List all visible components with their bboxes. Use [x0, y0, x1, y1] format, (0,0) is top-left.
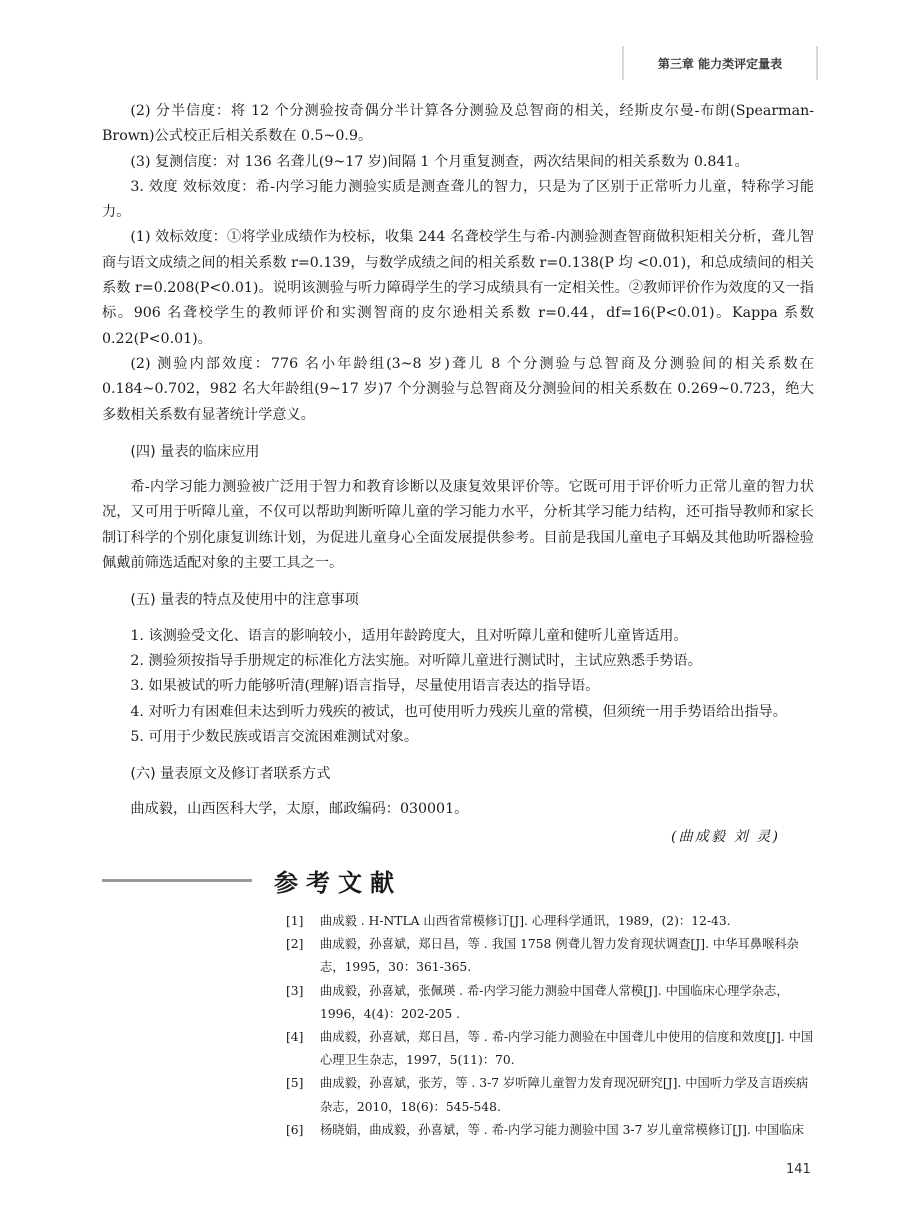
references-list	[286, 910, 816, 1142]
section-heading-contact: (六) 量表原文及修订者联系方式	[130, 766, 331, 783]
list-item: 1. 该测验受文化、语言的影响较小，适用年龄跨度大，且对听障儿童和健听儿童皆适用。	[130, 627, 688, 644]
paragraph-clinical-application: 希-内学习能力测验被广泛用于智力和教育诊断以及康复效果评价等。它既可用于评价听力正常儿童的智力状况，又可用于听障儿童，不仅可以帮助判断听障儿童的学习能力水平，分析其学习能力结构，还可指导教师和家长制订科学的个别化康复训练计划，为促进儿童身心全面发展提供参考。目前是我国儿童电子耳蜗及其他助听器检验佩戴前筛选适配对象的主要工具之一。	[102, 479, 814, 572]
list-item: 5. 可用于少数民族或语言交流困难测试对象。	[130, 728, 419, 745]
references-title: 参考文献	[274, 867, 402, 897]
list-item: 4. 对听力有困难但未达到听力残疾的被试，也可使用听力残疾儿童的常模，但须统一用手势语给出指导。	[130, 703, 787, 720]
list-item: 2. 测验须按指导手册规定的标准化方法实施。对听障儿童进行测试时，主试应熟悉手势语。	[130, 652, 702, 669]
reference-text: 曲成毅，孙喜斌，郑日昌，等 . 我国 1758 例聋儿智力发育现状调查[J]. 中华耳鼻喉科杂志，1995，30：361-365.	[320, 937, 799, 975]
body-text	[102, 99, 814, 850]
paragraph-contact: 曲成毅，山西医科大学，太原，邮政编码：030001。	[130, 801, 469, 818]
reference-number: [4]	[286, 1030, 304, 1045]
reference-text: 曲成毅 . H-NTLA 山西省常模修订[J]. 心理科学通讯，1989，(2)：12-43.	[320, 914, 731, 928]
references-header	[102, 860, 814, 900]
reference-number: [6]	[286, 1122, 304, 1137]
paragraph-test-retest-reliability: (3) 复测信度：对 136 名聋儿(9~17 岁)间隔 1 个月重复测查，两次结果间的相关系数为 0.841。	[130, 153, 749, 170]
reference-number: [1]	[286, 914, 304, 928]
reference-number: [3]	[286, 983, 304, 998]
section-heading-clinical-application: (四) 量表的临床应用	[130, 443, 260, 460]
reference-item	[286, 933, 816, 979]
reference-number: [2]	[286, 937, 304, 952]
reference-text: 曲成毅，孙喜斌，张佩瑛 . 希-内学习能力测验中国聋人常模[J]. 中国临床心理学杂志，1996，4(4)：202-205 .	[320, 983, 789, 1021]
reference-item	[286, 910, 816, 933]
page-number: 141	[786, 1162, 811, 1177]
paragraph-split-half-reliability: (2) 分半信度：将 12 个分测验按奇偶分半计算各分测验及总智商的相关，经斯皮尔曼-布朗(Spearman-Brown)公式校正后相关系数在 0.5~0.9。	[102, 103, 814, 145]
chapter-title: 第三章 能力类评定量表	[657, 56, 783, 71]
section-heading-features: (五) 量表的特点及使用中的注意事项	[130, 592, 359, 609]
reference-item	[286, 1072, 816, 1118]
paragraph-validity: 3. 效度 效标效度：希-内学习能力测验实质是测查聋儿的智力，只是为了区别于正常听力儿童，特称学习能力。	[102, 178, 814, 221]
reference-text: 曲成毅，孙喜斌，郑日昌，等 . 希-内学习能力测验在中国聋儿中使用的信度和效度[J]. 中国心理卫生杂志，1997，5(11)：70.	[320, 1030, 814, 1068]
author-signature: (曲成毅 刘 灵)	[670, 828, 780, 845]
reference-item	[286, 980, 816, 1026]
paragraph-criterion-validity: (1) 效标效度：①将学业成绩作为校标，收集 244 名聋校学生与希-内测验测查智商做积矩相关分析，聋儿智商与语文成绩之间的相关系数 r=0.139，与数学成绩之间的相关系数 r=0.138(P 均 <0.01)，和总成绩间的相关系数 r=0.208(P<0.01)。说明该测验与听力障碍学生的学习成绩具有一定相关性。②教师评价作为效度的又一指标。906 名聋校学生的教师评价和实测智商的皮尔逊相关系数 r=0.44，df=16(P<0.01)。Kappa 系数 0.22(P<0.01)。	[102, 229, 814, 347]
running-header	[622, 46, 818, 80]
reference-item	[286, 1026, 816, 1072]
reference-text: 杨晓娟，曲成毅，孙喜斌，等 . 希-内学习能力测验中国 3-7 岁儿童常模修订[J]. 中国临床	[320, 1122, 804, 1137]
divider	[102, 879, 252, 882]
reference-item	[286, 1119, 816, 1142]
reference-text: 曲成毅，孙喜斌，张芳，等 . 3-7 岁听障儿童智力发育现况研究[J]. 中国听力学及言语疾病杂志，2010，18(6)：545-548.	[320, 1076, 809, 1114]
list-item: 3. 如果被试的听力能够听清(理解)语言指导，尽量使用语言表达的指导语。	[130, 678, 600, 695]
paragraph-internal-validity: (2) 测验内部效度：776 名小年龄组(3~8 岁)聋儿 8 个分测验与总智商及分测验间的相关系数在 0.184~0.702，982 名大年龄组(9~17 岁)7 个分测验与总智商及分测验间的相关系数在 0.269~0.723，绝大多数相关系数有显著统计学意义。	[102, 355, 814, 423]
reference-number: [5]	[286, 1076, 304, 1091]
